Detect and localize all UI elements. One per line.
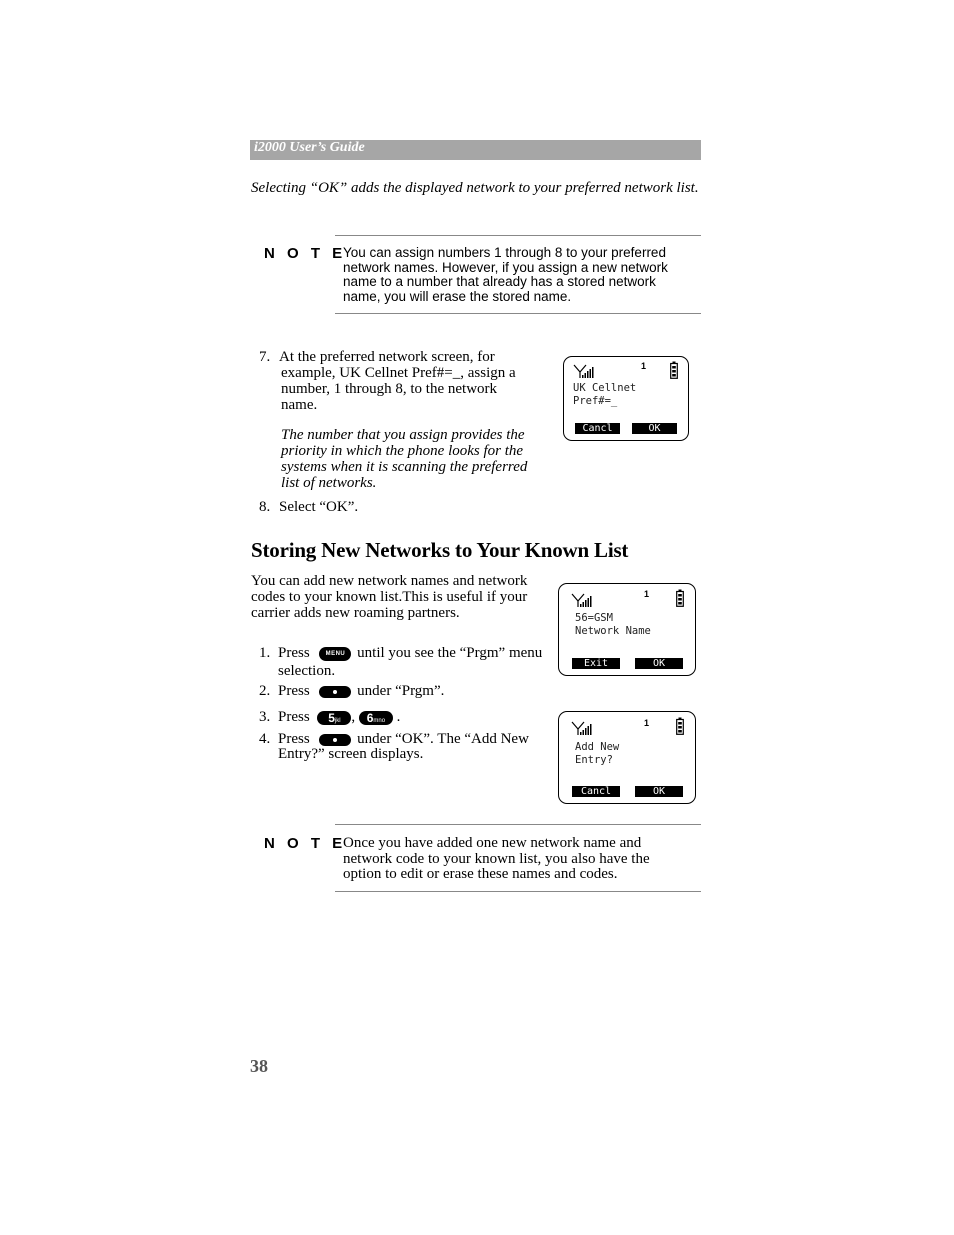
note1-bottom-rule [335, 313, 701, 314]
signal-strength-icon [573, 363, 595, 379]
softkey-cancel[interactable]: Cancl [575, 423, 620, 434]
section-intro-line: carrier adds new roaming partners. [251, 605, 460, 621]
battery-icon [670, 361, 678, 379]
section-intro-line: codes to your known list.This is useful if your [251, 589, 528, 605]
note1-line: You can assign numbers 1 through 8 to your preferred [343, 245, 666, 260]
menu-key-icon: MENU [319, 647, 351, 661]
step1-text [278, 645, 568, 661]
note2-label: N O T E [264, 835, 347, 852]
step7-italic-text [281, 427, 561, 491]
phone-screen-1 [563, 356, 689, 441]
step3-text [278, 709, 400, 725]
softkey-ok[interactable]: OK [635, 786, 683, 797]
note1-label: N O T E [264, 245, 347, 262]
softkey-ok[interactable]: OK [635, 658, 683, 669]
line-indicator: 1 [644, 589, 650, 599]
step7-italic-line: priority in which the phone looks for the [281, 443, 524, 459]
lcd-line-1: Add New [575, 741, 620, 753]
phone-screen-2 [558, 583, 696, 676]
step7-italic-line: The number that you assign provides the [281, 427, 525, 443]
step1-cont: selection. [278, 663, 336, 679]
line-indicator: 1 [644, 718, 650, 728]
note2-text [343, 836, 683, 883]
step2-number: 2. [259, 683, 271, 699]
section-intro-line: You can add new network names and network [251, 573, 528, 589]
step1-number: 1. [259, 645, 271, 661]
section-heading: Storing New Networks to Your Known List [251, 538, 629, 562]
line-indicator: 1 [641, 361, 647, 371]
intro-paragraph: Selecting “OK” adds the displayed network to your preferred network list. [251, 180, 699, 196]
step3-press: Press [278, 709, 310, 725]
step4-post: under “OK”. The “Add New [357, 731, 529, 747]
section-intro [251, 573, 551, 621]
key-5-icon [317, 711, 351, 725]
key-6-digit: 6 [366, 710, 374, 725]
running-header: i2000 User’s Guide [254, 140, 365, 155]
step7-line: example, UK Cellnet Pref#=_, assign a [281, 365, 516, 381]
step8-text: Select “OK”. [279, 499, 359, 515]
step7-text [279, 349, 559, 413]
note2-line: option to edit or erase these names and codes. [343, 866, 618, 882]
key-6-icon [359, 711, 393, 725]
softkey-button-icon [319, 686, 351, 698]
step7-number: 7. [259, 349, 271, 365]
lcd-line-1: 56=GSM [575, 612, 613, 624]
step7-line: name. [281, 397, 318, 413]
note2-line: network code to your known list, you also have the [343, 850, 650, 867]
note1-line: name, you will erase the stored name. [343, 288, 572, 304]
step4-number: 4. [259, 731, 271, 747]
step3-number: 3. [259, 709, 271, 725]
signal-strength-icon [571, 592, 593, 608]
battery-icon [676, 589, 684, 607]
step4-press: Press [278, 731, 310, 747]
step4-cont: Entry?” screen displays. [278, 746, 424, 762]
lcd-line-2: Pref#=_ [573, 395, 618, 407]
note1-line: name to a number that already has a stored network [343, 274, 656, 289]
step7-italic-line: list of networks. [281, 475, 377, 491]
note1-text [343, 246, 693, 304]
step2-press: Press [278, 683, 310, 699]
softkey-exit[interactable]: Exit [572, 658, 620, 669]
softkey-button-icon [319, 734, 351, 746]
softkey-ok[interactable]: OK [632, 423, 677, 434]
lcd-line-2: Network Name [575, 625, 651, 637]
note2-line: Once you have added one new network name and [343, 835, 642, 851]
note1-top-rule [335, 235, 701, 236]
page-number: 38 [250, 1056, 268, 1076]
lcd-line-1: UK Cellnet [573, 382, 637, 394]
key-5-letters: jkl [334, 717, 341, 724]
step2-text [278, 683, 444, 699]
battery-icon [676, 717, 684, 735]
phone-screen-3 [558, 711, 696, 804]
step1-post: until you see the “Prgm” menu [357, 645, 543, 661]
step3-post: . [396, 709, 401, 725]
step7-line: number, 1 through 8, to the network [281, 381, 498, 397]
step2-post: under “Prgm”. [357, 683, 445, 699]
lcd-line-2: Entry? [575, 754, 613, 766]
note1-line: network names. However, if you assign a new network [343, 259, 668, 275]
key-5-digit: 5 [328, 710, 335, 725]
signal-strength-icon [571, 720, 593, 736]
note2-top-rule [335, 824, 701, 825]
step1-press: Press [278, 645, 310, 661]
key-6-letters: mno [373, 717, 386, 724]
step3-separator: , [351, 709, 356, 725]
step7-italic-line: systems when it is scanning the preferred [281, 459, 528, 475]
step8-number: 8. [259, 499, 271, 515]
step7-line: At the preferred network screen, for [279, 349, 495, 365]
step4-text [278, 731, 529, 747]
note2-bottom-rule [335, 891, 701, 892]
softkey-cancel[interactable]: Cancl [572, 786, 620, 797]
